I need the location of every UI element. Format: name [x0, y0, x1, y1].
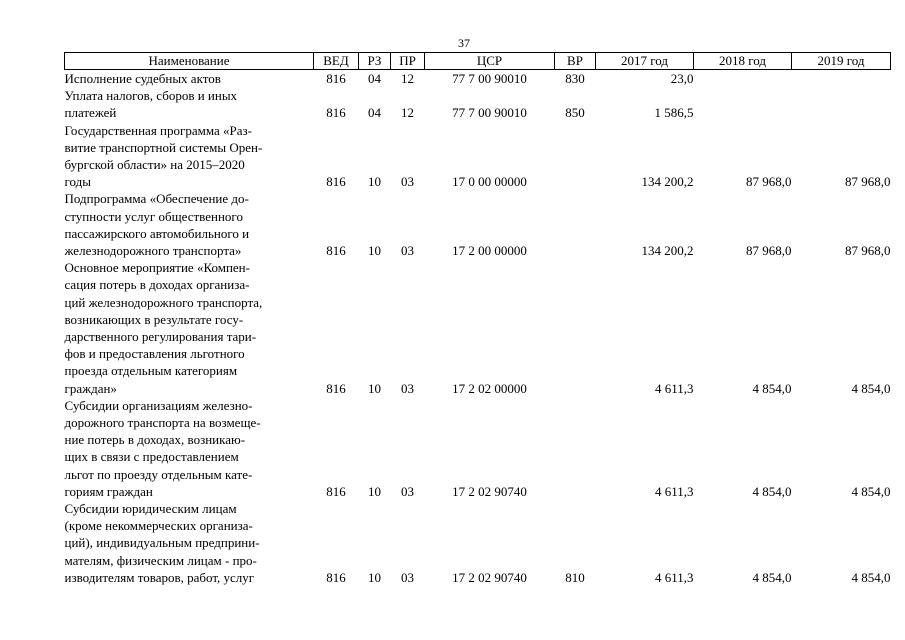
row-vr: 810 — [565, 569, 585, 585]
row-name: Исполнение судебных актов — [64, 71, 221, 86]
row-csr: 17 2 00 00000 — [452, 243, 527, 259]
row-ved: 816 — [326, 380, 346, 396]
row-pr: 03 — [401, 380, 414, 396]
row-rz: 04 — [368, 71, 381, 86]
row-vr: 850 — [565, 105, 585, 121]
table-row — [65, 500, 891, 586]
row-2019: 4 854,0 — [851, 380, 891, 396]
header-2018: 2018 год — [694, 53, 792, 70]
table-row — [65, 87, 891, 121]
header-pr: ПР — [391, 53, 425, 70]
header-2017: 2017 год — [596, 53, 694, 70]
row-pr: 03 — [401, 174, 414, 190]
row-pr: 12 — [401, 105, 414, 121]
row-rz: 10 — [368, 243, 381, 259]
row-2017: 134 200,2 — [641, 243, 694, 259]
header-name: Наименование — [65, 53, 314, 70]
row-ved: 816 — [326, 105, 346, 121]
row-2017: 4 611,3 — [654, 380, 694, 396]
table-row — [65, 190, 891, 259]
row-ved: 816 — [326, 243, 346, 259]
header-rz: РЗ — [359, 53, 391, 70]
row-rz: 10 — [368, 483, 381, 499]
row-rz: 10 — [368, 174, 381, 190]
row-2018: 4 854,0 — [752, 569, 792, 585]
row-2017: 4 611,3 — [654, 569, 694, 585]
table-header-row — [65, 53, 891, 70]
row-2018: 87 968,0 — [746, 174, 792, 190]
page-number: 37 — [458, 36, 470, 50]
row-rz: 04 — [368, 105, 381, 121]
row-ved: 816 — [326, 174, 346, 190]
row-2018: 4 854,0 — [752, 483, 792, 499]
row-2017: 4 611,3 — [654, 483, 694, 499]
row-2019: 4 854,0 — [851, 569, 891, 585]
row-csr: 17 2 02 90740 — [452, 483, 527, 499]
row-pr: 03 — [401, 569, 414, 585]
row-csr: 17 2 02 90740 — [452, 569, 527, 585]
row-2019: 4 854,0 — [851, 483, 891, 499]
row-2019: 87 968,0 — [845, 243, 891, 259]
header-csr: ЦСР — [425, 53, 555, 70]
table-row — [65, 70, 891, 88]
row-vr — [555, 259, 596, 397]
row-csr: 77 7 00 90010 — [452, 105, 527, 121]
row-name: Субсидии организациям железно- дорожного транспорта на возмеще- ние потерь в доходах, возникаю- щих в связи с предоставлением льгот по проезду отдельным кате- гориям граждан — [64, 397, 261, 499]
row-vr — [555, 397, 596, 500]
table-body — [65, 70, 891, 587]
row-ved: 816 — [326, 569, 346, 585]
row-csr: 77 7 00 90010 — [452, 71, 527, 86]
row-csr: 17 0 00 00000 — [452, 174, 527, 190]
row-name: Государственная программа «Раз- витие транспортной системы Орен- бургской области» на 2015–2020 годы — [64, 122, 263, 190]
row-pr: 12 — [401, 71, 414, 86]
row-2017: 23,0 — [670, 71, 694, 86]
row-ved: 816 — [326, 483, 346, 499]
table-row — [65, 259, 891, 397]
row-2018: 87 968,0 — [746, 243, 792, 259]
row-csr: 17 2 02 00000 — [452, 380, 527, 396]
row-2019: 87 968,0 — [845, 174, 891, 190]
row-2018 — [694, 70, 792, 88]
header-ved: ВЕД — [314, 53, 359, 70]
row-vr — [555, 122, 596, 191]
row-ved: 816 — [326, 71, 346, 86]
row-2019 — [792, 87, 891, 121]
row-rz: 10 — [368, 380, 381, 396]
row-name: Уплата налогов, сборов и иных платежей — [64, 88, 238, 121]
row-rz: 10 — [368, 569, 381, 585]
row-pr: 03 — [401, 243, 414, 259]
row-2018 — [694, 87, 792, 121]
row-pr: 03 — [401, 483, 414, 499]
row-name: Субсидии юридическим лицам (кроме некоммерческих организа- ций), индивидуальным предприни- мателям, физическим лицам - про- изводителям товаров, работ, услуг — [64, 501, 260, 585]
table-row — [65, 122, 891, 191]
row-vr: 830 — [565, 71, 585, 86]
row-vr — [555, 190, 596, 259]
row-2019 — [792, 70, 891, 88]
row-name: Основное мероприятие «Компен- сация потерь в доходах организа- ций железнодорожного транспорта, возникающих в результате госу- дарственного регулирования тари- фов и предоставления льготного проезда отдельным категориям граждан» — [64, 260, 263, 396]
header-2019: 2019 год — [792, 53, 891, 70]
header-vr: ВР — [555, 53, 596, 70]
table-row — [65, 397, 891, 500]
budget-table — [64, 52, 891, 586]
row-2017: 1 586,5 — [654, 105, 694, 121]
row-2018: 4 854,0 — [752, 380, 792, 396]
row-name: Подпрограмма «Обеспечение до- ступности услуг общественного пассажирского автомобильного и железнодорожного транспорта» — [64, 191, 250, 259]
row-2017: 134 200,2 — [641, 174, 694, 190]
